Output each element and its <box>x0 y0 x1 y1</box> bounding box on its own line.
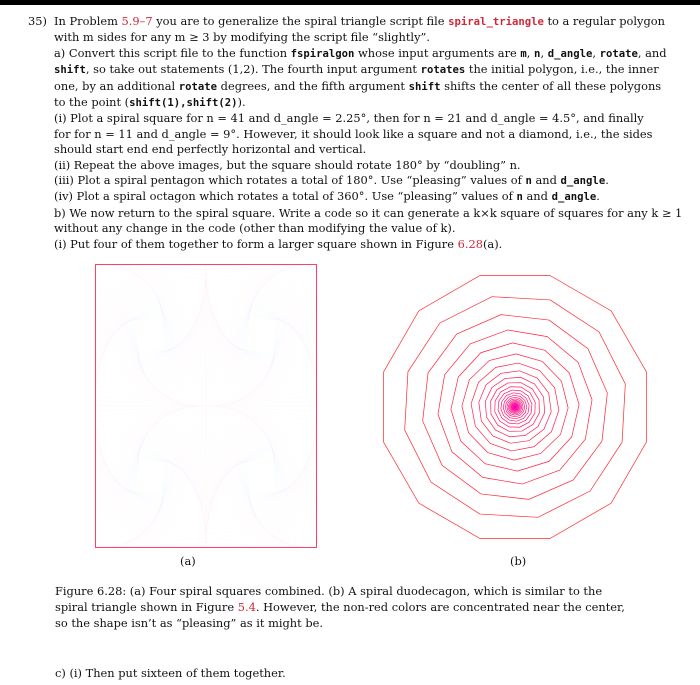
spiral-square-ring <box>206 264 317 406</box>
spiral-square-ring <box>95 264 206 406</box>
spiral-square-ring <box>101 413 200 540</box>
spiral-square-ring <box>239 307 283 364</box>
problem-line <box>54 79 668 95</box>
spiral-square-ring <box>103 416 198 537</box>
spiral-square-ring <box>226 290 297 381</box>
spiral-square-ring <box>217 419 307 534</box>
text-run: whose input arguments are <box>354 45 521 60</box>
spiral-square-ring <box>121 439 181 516</box>
spiral-square-ring <box>127 447 174 507</box>
code-term: rotate <box>178 80 218 93</box>
spiral-square-ring <box>133 313 168 358</box>
text-run: In Problem <box>54 14 122 28</box>
spiral-square-ring <box>128 307 172 364</box>
problem-line <box>54 221 668 236</box>
spiral-square-ring <box>229 293 294 377</box>
spiral-square-ring <box>222 284 301 385</box>
spiral-square-ring <box>138 461 163 492</box>
spiral-square-ring <box>206 406 317 548</box>
spiral-square-ring <box>227 291 295 378</box>
text-run: degrees, and the fifth argument <box>217 78 409 93</box>
spiral-square-ring <box>130 450 172 503</box>
spiral-square-cell <box>95 264 206 406</box>
spiral-square-ring <box>125 444 177 510</box>
code-term: n <box>534 47 541 60</box>
figure-a-four-spiral-squares <box>95 264 317 548</box>
spiral-square-ring <box>244 313 279 358</box>
spiral-square-ring <box>134 456 167 498</box>
spiral-square-ring <box>238 447 285 507</box>
spiral-square-ring <box>218 421 305 533</box>
spiral-square-ring <box>135 316 165 355</box>
problem-text <box>54 14 683 252</box>
spiral-square-ring <box>95 407 205 548</box>
spiral-square-ring <box>112 286 189 384</box>
spiral-square-ring <box>97 409 204 546</box>
spiral-square-ring <box>215 276 307 394</box>
spiral-square-ring <box>214 416 309 537</box>
spiral-square-ring <box>118 435 183 519</box>
spiral-square-ring <box>114 430 188 524</box>
text-run: with m sides for any m ≥ 3 by modifying the script file “slightly”. <box>54 30 430 45</box>
text-run: one, by an additional <box>54 78 179 93</box>
spiral-square-ring <box>244 455 279 500</box>
spiral-square-cell <box>206 406 317 548</box>
spiral-square-ring <box>127 305 174 365</box>
text-run: for for n = 11 and d_angle = 9°. However, it should look like a square and not a diamond, i.e., the sides <box>54 126 653 141</box>
problem-line <box>54 158 668 173</box>
code-term: shift(1),shift(2) <box>129 97 238 110</box>
code-term: d_angle <box>551 191 597 204</box>
code-term: rotate <box>599 47 638 60</box>
spiral-square-ring <box>237 303 286 366</box>
spiral-square-ring <box>226 432 297 523</box>
spiral-square-ring <box>132 311 169 358</box>
spiral-square-ring <box>211 270 312 400</box>
figure-label-a: (a) <box>180 554 196 568</box>
spiral-square-ring <box>223 428 300 526</box>
caption-line <box>55 615 655 631</box>
caption-line <box>55 583 655 599</box>
spiral-square-ring <box>97 267 204 404</box>
problem-35 <box>28 14 683 252</box>
cross-reference-link[interactable]: 5.9–7 <box>121 14 153 28</box>
spiral-square-ring <box>206 407 316 548</box>
problem-line <box>54 142 668 157</box>
spiral-square-ring <box>206 264 317 406</box>
spiral-square-ring <box>125 302 177 368</box>
spiral-square-ring <box>107 279 194 391</box>
code-term: n <box>516 191 523 204</box>
spiral-square-ring <box>212 271 311 398</box>
spiral-square-ring <box>121 297 181 374</box>
problem-line <box>54 173 668 189</box>
spiral-duodecagon <box>384 276 647 539</box>
spiral-square-ring <box>137 318 163 352</box>
problem-line <box>54 95 668 111</box>
spiral-square-ring <box>225 288 299 382</box>
spiral-square-ring <box>102 273 199 397</box>
code-term: shift <box>54 64 86 77</box>
spiral-square-ring <box>236 302 288 368</box>
spiral-square-ring <box>208 267 315 404</box>
text-run: b) We now return to the spiral square. Write a code so it can generate a k×k square of squares for any k ≥ 1 <box>54 205 683 220</box>
spiral-square-ring <box>234 300 289 370</box>
spiral-square-ring <box>109 425 191 530</box>
text-run: spiral triangle shown in Figure <box>55 600 238 614</box>
spiral-square-ring <box>136 317 164 353</box>
cross-reference-link[interactable]: 5.4 <box>237 600 256 614</box>
spiral-square-ring <box>96 408 204 546</box>
spiral-square-ring <box>245 314 278 356</box>
spiral-square-ring <box>233 298 290 371</box>
spiral-square-ring <box>246 316 276 355</box>
code-term: d_angle <box>547 47 593 60</box>
spiral-square-ring <box>96 265 205 405</box>
text-run: you are to generalize the spiral triangle script file <box>152 14 449 28</box>
spiral-square-ring <box>99 411 202 543</box>
code-term: fspiralgon <box>290 47 355 60</box>
spiral-square-ring <box>103 274 198 395</box>
spiral-square-ring <box>119 437 182 517</box>
spiral-square-ring <box>95 264 206 406</box>
spiral-square-ring <box>213 273 310 397</box>
spiral-square-ring <box>210 411 313 543</box>
part-c-text: c) (i) Then put sixteen of them together. <box>55 666 286 680</box>
spiral-square-ring <box>249 461 274 492</box>
spiral-square-ring <box>207 266 315 404</box>
spiral-square-ring <box>95 406 206 548</box>
problem-line <box>54 30 668 45</box>
spiral-square-ring <box>106 277 196 392</box>
spiral-square-ring <box>122 440 179 513</box>
text-run: the initial polygon, i.e., the inner <box>465 62 659 77</box>
spiral-square-ring <box>229 435 294 519</box>
spiral-square-ring <box>131 452 170 502</box>
spiral-square-ring <box>217 277 307 392</box>
text-run: , <box>526 45 535 60</box>
spiral-square-ring <box>100 270 201 400</box>
spiral-square-ring <box>233 440 290 513</box>
text-run: . <box>605 173 609 188</box>
spiral-square-ring <box>225 430 299 524</box>
problem-number: 35) <box>28 14 47 28</box>
spiral-square-cell <box>95 406 206 548</box>
spiral-square-ring <box>123 300 178 370</box>
problem-line <box>54 237 668 252</box>
spiral-square-ring <box>133 455 168 500</box>
spiral-square-ring <box>214 274 309 395</box>
text-run: Figure 6.28: (a) Four spiral squares combined. (b) A spiral duodecagon, which is similar to the <box>55 584 603 598</box>
spiral-square-ring <box>116 291 184 378</box>
spiral-square-ring <box>245 456 278 498</box>
problem-line <box>54 62 668 78</box>
spiral-square-ring <box>98 268 203 403</box>
spiral-square-ring <box>206 406 317 548</box>
spiral-square-ring <box>208 409 315 546</box>
problem-line <box>54 46 668 62</box>
spiral-square-ring <box>232 297 292 374</box>
spiral-square-ring <box>223 286 300 384</box>
text-run: ). <box>237 95 246 110</box>
spiral-square-ring <box>111 426 190 527</box>
spiral-square-ring <box>211 412 312 542</box>
spiral-square-ring <box>95 406 206 548</box>
spiral-square-ring <box>241 308 283 361</box>
problem-line <box>54 111 668 126</box>
script-filename: spiral_triangle <box>448 16 544 28</box>
spiral-square-ring <box>115 290 186 381</box>
spiral-square-ring <box>96 407 205 547</box>
spiral-square-ring <box>116 433 184 520</box>
spiral-square-ring <box>126 303 175 366</box>
spiral-square-ring <box>222 426 301 527</box>
spiral-square-ring <box>107 421 194 533</box>
spiral-square-ring <box>115 432 186 523</box>
spiral-square-ring <box>220 283 302 388</box>
spiral-square-ring <box>99 269 202 401</box>
text-run: and <box>522 189 552 204</box>
spiral-square-ring <box>242 452 281 502</box>
text-run: (ii) Repeat the above images, but the square should rotate 180° by “doubling” n. <box>54 157 521 172</box>
spiral-square-ring <box>114 288 188 382</box>
spiral-square-ring <box>206 406 317 548</box>
spiral-square-ring <box>131 310 170 360</box>
spiral-square-ring <box>136 459 164 495</box>
spiral-square-ring <box>248 318 274 352</box>
spiral-square-ring <box>242 310 281 360</box>
spiral-square-ring <box>111 284 190 385</box>
spiral-square-ring <box>207 408 315 546</box>
spiral-square-ring <box>243 453 280 500</box>
spiral-square-cell <box>206 264 317 406</box>
spiral-square-ring <box>206 265 316 406</box>
cross-reference-link[interactable]: 6.28 <box>457 236 483 251</box>
text-run: , so take out statements (1,2). The fourth input argument <box>85 62 421 77</box>
code-term: m <box>520 47 527 60</box>
spiral-square-ring <box>138 319 163 350</box>
caption-line <box>55 599 655 615</box>
code-term: rotates <box>420 64 466 77</box>
spiral-square-ring <box>106 419 196 534</box>
spiral-square-ring <box>249 319 274 350</box>
spiral-square-ring <box>207 407 316 547</box>
spiral-square-ring <box>132 453 169 500</box>
spiral-square-ring <box>247 317 275 353</box>
text-run: (i) Put four of them together to form a larger square shown in Figure <box>54 236 458 251</box>
text-run: , <box>540 45 548 60</box>
spiral-square-ring <box>234 442 289 512</box>
text-run: (iii) Plot a spiral pentagon which rotates a total of 180°. Use “pleasing” values of <box>54 173 526 188</box>
figure-label-b: (b) <box>510 554 527 568</box>
spiral-square-ring <box>209 268 314 403</box>
spiral-square-ring <box>104 418 196 536</box>
text-run: . However, the non-red colors are concentrated near the center, <box>255 600 625 614</box>
text-run: so the shape isn’t as “pleasing” as it might be. <box>55 616 323 630</box>
spiral-square-ring <box>230 437 293 517</box>
spiral-square-ring <box>122 298 179 371</box>
text-run: shifts the center of all these polygons <box>440 78 662 93</box>
spiral-square-ring <box>209 410 314 545</box>
spiral-square-ring <box>210 269 313 401</box>
code-term: d_angle <box>560 175 606 188</box>
spiral-square-ring <box>95 264 206 406</box>
spiral-square-ring <box>246 458 276 497</box>
spiral-square-ring <box>135 458 165 497</box>
figure-caption <box>55 583 655 631</box>
problem-line <box>54 205 683 221</box>
spiral-square-ring <box>237 445 286 508</box>
text-run: to a regular polygon <box>543 14 665 28</box>
spiral-square-ring <box>102 415 199 539</box>
spiral-square-ring <box>112 428 189 526</box>
spiral-square-ring <box>218 279 305 391</box>
spiral-square-ring <box>207 265 316 405</box>
text-run: (i) Plot a spiral square for n = 41 and d_angle = 2.25°, then for n = 21 and d_angle = 4.5°, and finally <box>54 111 644 126</box>
spiral-square-ring <box>213 415 310 539</box>
spiral-square-ring <box>101 271 200 398</box>
spiral-square-ring <box>123 442 178 512</box>
text-run: (a). <box>482 236 503 251</box>
spiral-square-ring <box>212 413 311 540</box>
spiral-square-ring <box>238 305 285 365</box>
spiral-square-ring <box>95 406 206 548</box>
spiral-square-ring <box>104 276 196 394</box>
spiral-square-ring <box>134 314 167 356</box>
text-run: , <box>592 45 600 60</box>
code-term: shift <box>408 80 441 93</box>
top-rule <box>0 0 700 5</box>
spiral-square-ring <box>96 266 204 404</box>
spiral-square-ring <box>128 449 172 506</box>
spiral-square-ring <box>247 459 275 495</box>
spiral-square-ring <box>220 425 302 530</box>
spiral-square-ring <box>227 433 295 520</box>
spiral-square-ring <box>109 283 191 388</box>
spiral-square-ring <box>230 295 293 375</box>
spiral-square-ring <box>206 264 317 406</box>
problem-line <box>54 14 668 30</box>
spiral-square-ring <box>232 439 292 516</box>
problem-line <box>54 189 668 205</box>
problem-line <box>54 127 668 142</box>
spiral-square-ring <box>248 460 274 494</box>
spiral-square-ring <box>130 308 172 361</box>
text-run: (iv) Plot a spiral octagon which rotates a total of 360°. Use “pleasing” values of <box>54 189 517 204</box>
spiral-square-ring <box>241 450 283 503</box>
text-run: and <box>531 173 561 188</box>
spiral-square-ring <box>236 444 288 510</box>
text-run: to the point ( <box>54 95 130 110</box>
spiral-square-ring <box>215 418 307 536</box>
spiral-square-ring <box>137 460 163 494</box>
code-term: n <box>525 175 532 188</box>
text-run: . <box>596 189 600 204</box>
text-run: , and <box>637 45 667 60</box>
spiral-square-ring <box>119 295 182 375</box>
text-run: a) Convert this script file to the function <box>54 45 291 60</box>
spiral-square-ring <box>239 449 283 506</box>
spiral-square-ring <box>126 445 175 508</box>
text-run: without any change in the code (other than modifying the value of k). <box>54 221 456 236</box>
text-run: should start end end perfectly horizontal and vertical. <box>54 142 367 157</box>
figure-b-spiral-duodecagon <box>378 270 652 544</box>
spiral-square-ring <box>100 412 201 542</box>
spiral-square-ring <box>118 293 183 377</box>
spiral-square-ring <box>243 311 280 358</box>
spiral-square-ring <box>95 265 205 406</box>
spiral-square-ring <box>98 410 203 545</box>
